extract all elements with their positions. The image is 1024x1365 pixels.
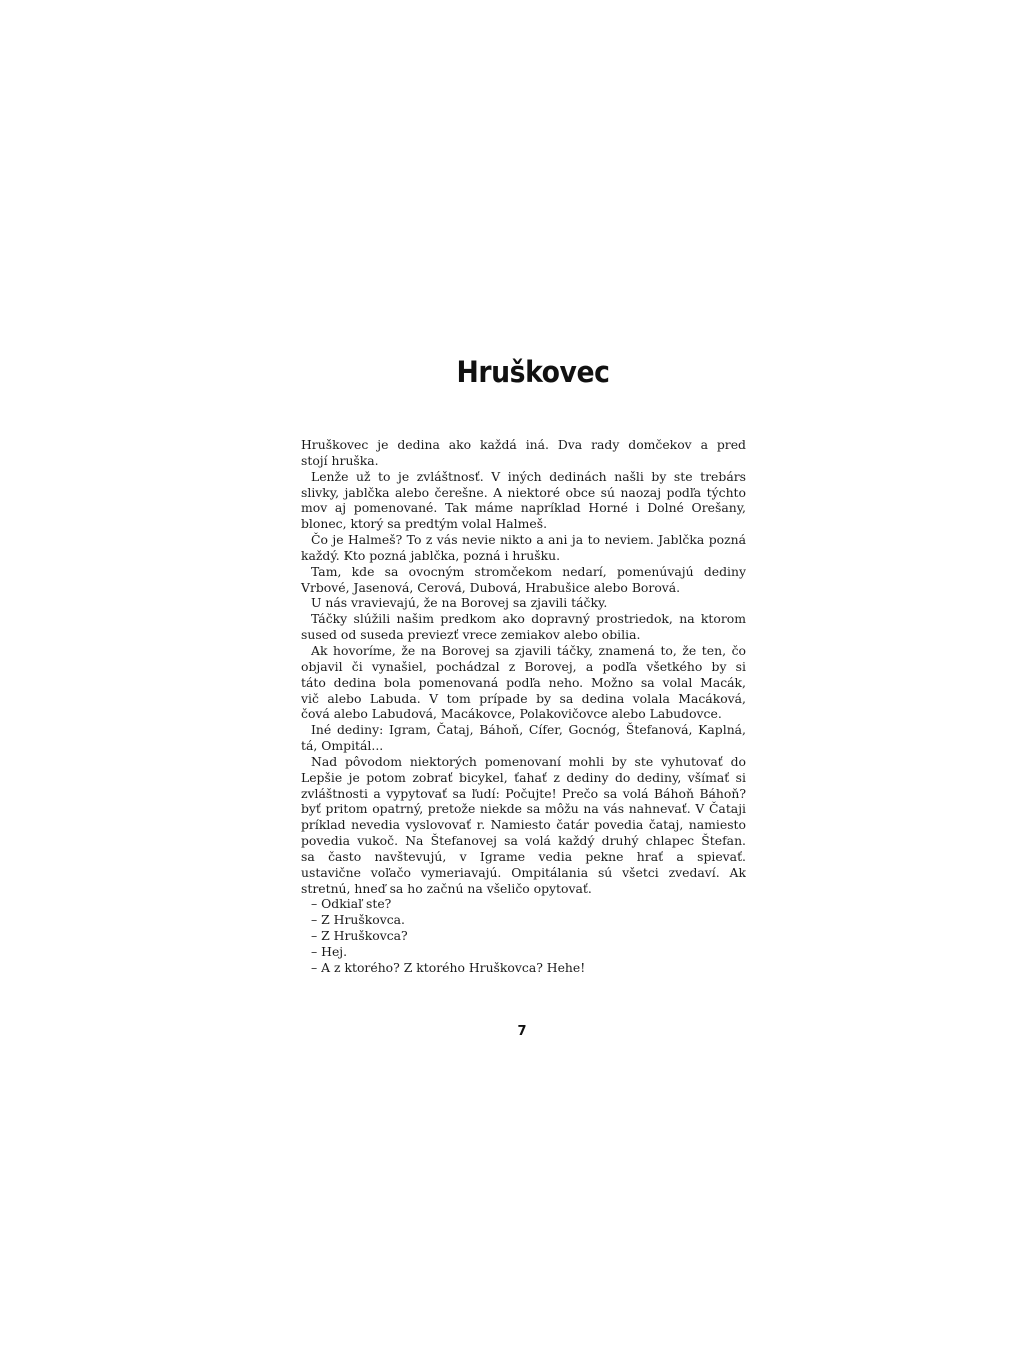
text-line: Vrbové, Jasenová, Cerová, Dubová, Hrabušice alebo Borová. [301, 579, 681, 595]
text-line: – Z Hruškovca. [311, 912, 405, 928]
text-line: slivky, jablčka alebo čerešne. A niektoré obce sú naozaj podľa týchto [301, 484, 746, 500]
text-line: ustavične voľačo vymeriavajú. Ompitálania sú všetci zvedaví. Ak [301, 864, 746, 880]
text-line: Lenže už to je zvláštnosť. V iných dedinách našli by ste trebárs [311, 468, 746, 484]
chapter-title [43, 355, 985, 389]
text-line: – Odkiaľ ste? [311, 896, 392, 912]
text-line: stretnú, hneď sa ho začnú na všeličo opytovať. [301, 880, 592, 896]
text-line: Ak hovoríme, že na Borovej sa zjavili táčky, znamená to, že ten, čo [311, 642, 746, 658]
text-line: U nás vravievajú, že na Borovej sa zjavili táčky. [311, 595, 608, 611]
text-line: Táčky slúžili našim predkom ako dopravný prostriedok, na ktorom [311, 611, 746, 627]
text-line: Čo je Halmeš? To z vás nevie nikto a ani ja to neviem. Jablčka pozná [311, 532, 746, 548]
text-line: tá, Ompitál... [301, 738, 384, 754]
page-number: 7 [517, 1024, 527, 1039]
text-line: – Hej. [311, 944, 348, 959]
text-line: objavil či vynašiel, pochádzal z Borovej, a podľa všetkého by si [301, 658, 746, 674]
text-line: stojí hruška. [301, 452, 379, 468]
chapter-body [301, 437, 746, 976]
text-line: sused od suseda previezť vrece zemiakov alebo obilia. [301, 627, 641, 643]
text-line: čová alebo Labudová, Macákovce, Polakovičovce alebo Labudovce. [301, 706, 722, 722]
text-line: – A z ktorého? Z ktorého Hruškovca? Hehe! [311, 959, 586, 975]
text-line: blonec, ktorý sa predtým volal Halmeš. [301, 516, 548, 532]
text-line: Nad pôvodom niektorých pomenovaní mohli by ste vyhutovať do [311, 753, 746, 769]
text-line: Tam, kde sa ovocným stromčekom nedarí, pomenúvajú dediny [311, 563, 746, 579]
text-line: mov aj pomenované. Tak máme napríklad Horné i Dolné Orešany, [301, 500, 746, 516]
text-line: – Z Hruškovca? [311, 928, 408, 944]
chapter-title-text: Hruškovec [456, 355, 610, 389]
text-line: táto dedina bola pomenovaná podľa neho. Možno sa volal Macák, [301, 674, 746, 690]
text-line: zvláštnosti a vypytovať sa ľudí: Počujte! Prečo sa volá Báhoň Báhoň? [301, 785, 746, 801]
text-line: vič alebo Labuda. V tom prípade by sa dedina volala Macáková, [301, 690, 746, 706]
text-line: Hruškovec je dedina ako každá iná. Dva rady domčekov a pred [301, 437, 746, 452]
text-line: každý. Kto pozná jablčka, pozná i hrušku. [301, 547, 561, 563]
text-line: sa často navštevujú, v Igrame vedia pekne hrať a spievať. [301, 848, 746, 864]
text-line: Iné dediny: Igram, Čataj, Báhoň, Cífer, Gocnóg, Štefanová, Kaplná, [311, 722, 746, 738]
text-line: povedia vukoč. Na Štefanovej sa volá každý druhý chlapec Štefan. [301, 833, 746, 849]
text-line: byť pritom opatrný, pretože niekde sa môžu na vás nahnevať. V Čataji [301, 801, 746, 817]
text-line: príklad nevedia vyslovovať r. Namiesto čatár povedia čataj, namiesto [301, 817, 746, 833]
text-line: Lepšie je potom zobrať bicykel, ťahať z dediny do dediny, všímať si [301, 769, 746, 785]
